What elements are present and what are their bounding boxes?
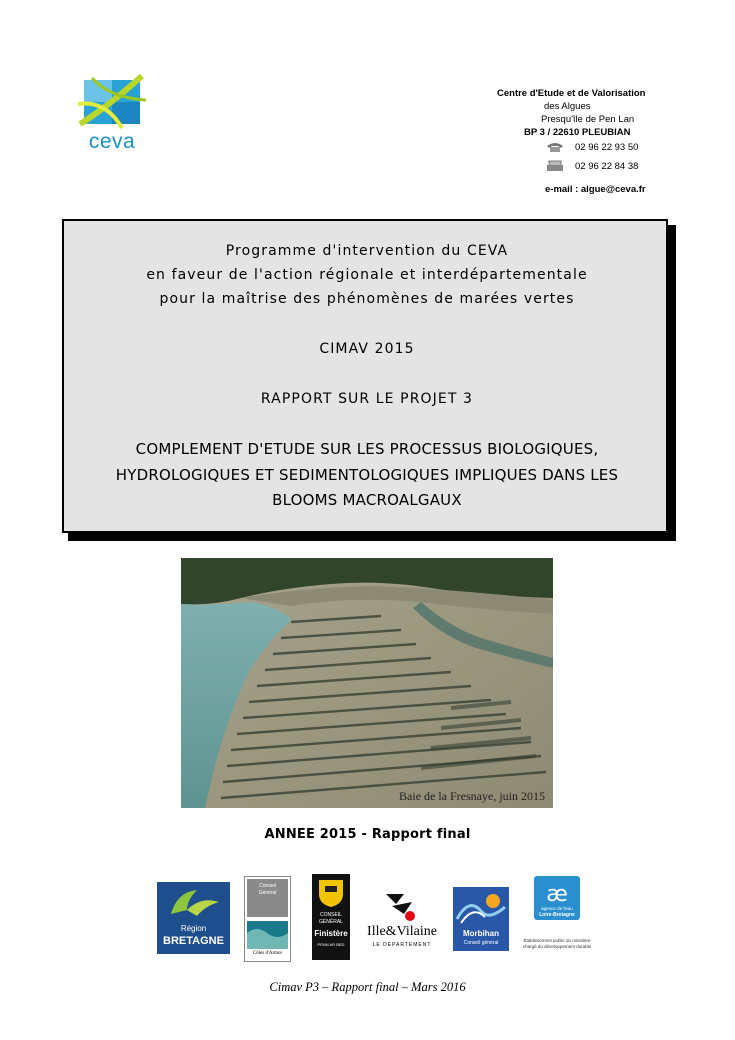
- finistere-label-2: GÉNÉRAL: [319, 919, 343, 925]
- morbihan-label-1: Morbihan: [463, 929, 499, 938]
- agence-label-4: chargé du développement durable: [522, 944, 592, 949]
- ceva-emblem-icon: [76, 74, 148, 132]
- contact-phone: 02 96 22 93 50: [575, 142, 639, 153]
- agence-label-1: agence de l'eau: [541, 906, 573, 911]
- contact-line-1: Centre d'Etude et de Valorisation: [497, 88, 646, 99]
- agence-label-3: Établissement public du ministère: [523, 938, 591, 943]
- year-report-label: ANNEE 2015 - Rapport final: [264, 827, 471, 842]
- agence-eau-logo: [520, 876, 594, 956]
- aerial-photo: [181, 558, 553, 808]
- ceva-logo-text: ceva: [88, 130, 136, 153]
- finistere-crest-icon: [317, 878, 345, 908]
- agence-ae-mark-icon: æ: [546, 882, 568, 907]
- ille-label-1: Ille&Vilaine: [367, 924, 437, 939]
- morbihan-sun-icon: [455, 891, 507, 925]
- ceva-logo: [76, 74, 148, 158]
- agence-label-2: Loire-Bretagne: [539, 912, 575, 918]
- ille-vilaine-logo: [360, 886, 444, 952]
- title-line-2: en faveur de l'action régionale et interdépartementale: [146, 267, 588, 283]
- telephone-icon: [546, 141, 564, 153]
- cotes-label-1: Conseil: [259, 883, 276, 889]
- ille-vilaine-symbol-icon: [382, 888, 418, 924]
- finistere-label-3: Finistère: [314, 929, 348, 938]
- morbihan-label-2: Conseil général: [463, 940, 499, 946]
- photo-caption: Baie de la Fresnaye, juin 2015: [399, 789, 545, 803]
- finistere-logo: [312, 874, 350, 960]
- morbihan-logo: [453, 887, 509, 951]
- cotes-label-2: Général: [258, 890, 277, 896]
- region-bretagne-logo: [157, 882, 230, 954]
- title-line-1: Programme d'intervention du CEVA: [225, 243, 509, 259]
- finistere-label-1: CONSEIL: [320, 912, 342, 918]
- subject-line-2: HYDROLOGIQUES ET SEDIMENTOLOGIQUES IMPLIQUES DANS LES: [115, 466, 619, 484]
- cotes-label-3: Côtes d'Armor: [252, 951, 283, 956]
- report-title: RAPPORT SUR LE PROJET 3: [260, 391, 474, 407]
- contact-line-2: des Algues: [544, 101, 591, 112]
- subject-line-3: BLOOMS MACROALGAUX: [272, 491, 462, 509]
- subject-line-1: COMPLEMENT D'ETUDE SUR LES PROCESSUS BIOLOGIQUES,: [135, 440, 599, 458]
- cotes-armor-logo: [244, 876, 291, 962]
- bay-aerial-image: [181, 558, 553, 808]
- finistere-label-4: PENN AR BED: [317, 942, 345, 947]
- program-title: CIMAV 2015: [319, 341, 415, 357]
- contact-line-4: BP 3 / 22610 PLEUBIAN: [524, 127, 631, 138]
- contact-fax: 02 96 22 84 38: [575, 161, 639, 172]
- ille-label-2: LE DÉPARTEMENT: [372, 942, 432, 948]
- page-footer: Cimav P3 – Rapport final – Mars 2016: [269, 980, 466, 994]
- fax-icon: [546, 160, 564, 172]
- contact-email: e-mail : algue@ceva.fr: [545, 184, 646, 195]
- title-line-3: pour la maîtrise des phénomènes de marées vertes: [159, 291, 575, 307]
- region-label-1: Région: [180, 924, 207, 933]
- region-label-2: BRETAGNE: [163, 935, 224, 947]
- contact-line-3: Presqu'île de Pen Lan: [541, 114, 635, 125]
- region-bird-icon: [157, 882, 230, 922]
- title-box: [62, 219, 668, 533]
- cotes-waves-icon: [247, 921, 288, 949]
